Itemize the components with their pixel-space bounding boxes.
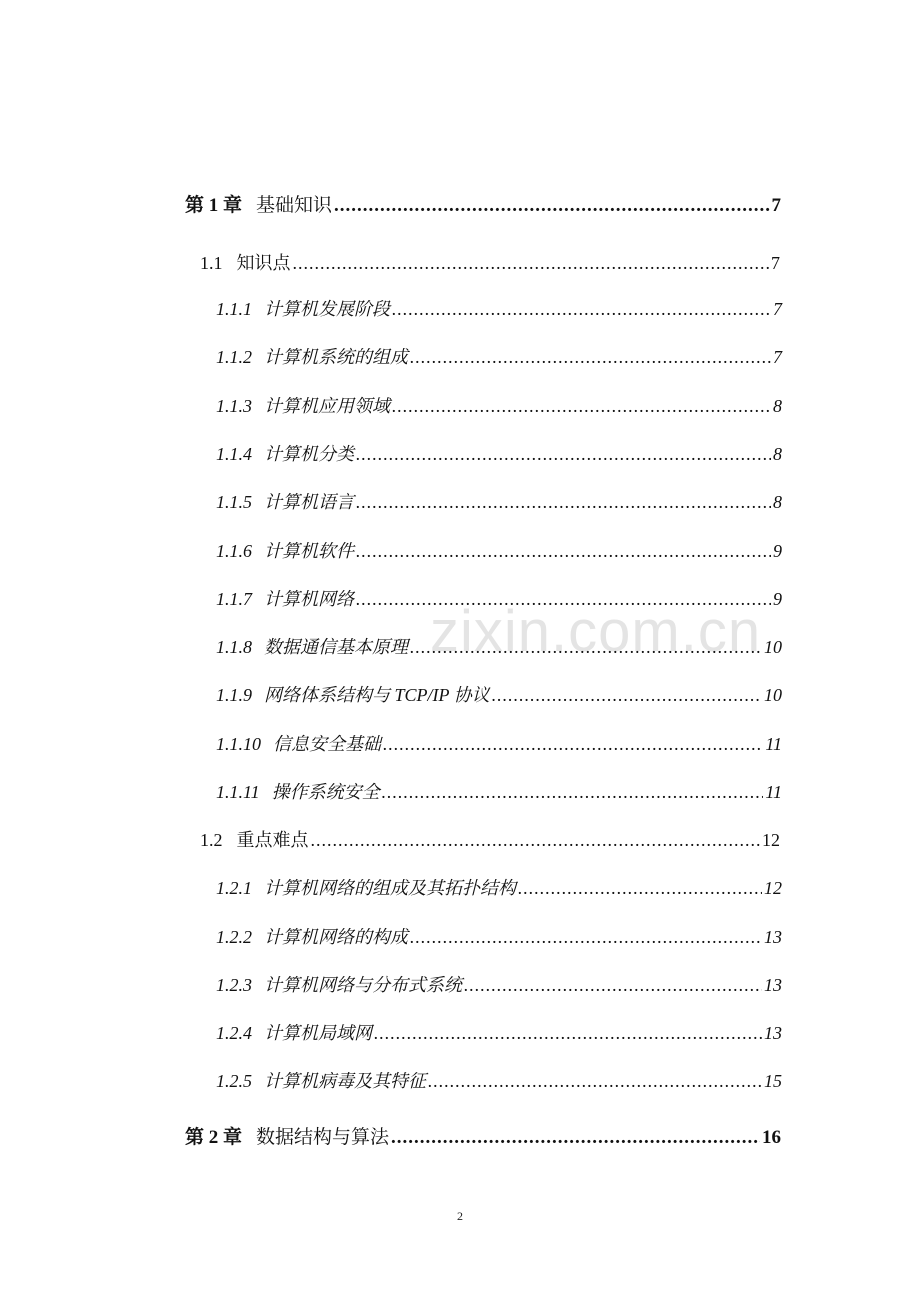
toc-leader-dots [356, 439, 771, 469]
toc-entry-page: 9 [773, 589, 782, 609]
toc-entry-page: 8 [773, 396, 782, 416]
toc-entry-title: 知识点 [236, 253, 291, 273]
toc-entry-number: 1.1.8 [216, 637, 252, 657]
toc-entry-page: 7 [773, 299, 782, 319]
toc-entry-number: 1.1.10 [216, 734, 261, 754]
toc-entry-1-1-11[interactable] [216, 777, 782, 807]
toc-entry-page: 9 [773, 541, 782, 561]
toc-leader-dots [392, 391, 771, 421]
toc-entry-page: 15 [764, 1071, 782, 1091]
toc-entry-page: 16 [762, 1127, 781, 1148]
toc-entry-title: 计算机病毒及其特征 [264, 1071, 426, 1091]
toc-entry-number: 1.1.6 [216, 541, 252, 561]
toc-entry-page: 10 [764, 637, 782, 657]
toc-entry-number: 1.2 [200, 830, 223, 850]
toc-entry-1-2-5[interactable] [216, 1066, 782, 1096]
toc-entry-1-2-1[interactable] [216, 873, 782, 903]
toc-entry-number: 1.1.7 [216, 589, 252, 609]
footer-page-number: 2 [457, 1209, 463, 1223]
toc-entry-1-1[interactable] [200, 248, 780, 278]
toc-leader-dots [356, 536, 771, 566]
toc-leader-dots [356, 487, 771, 517]
toc-entry-1-1-5[interactable] [216, 487, 782, 517]
toc-entry-page: 13 [764, 975, 782, 995]
toc-entry-chapter-2[interactable] [185, 1123, 781, 1153]
toc-entry-title: 操作系统安全 [271, 782, 380, 802]
toc-entry-title: 计算机语言 [264, 492, 354, 512]
toc-entry-1-1-1[interactable] [216, 294, 782, 324]
toc-entry-number: 1.1.5 [216, 492, 252, 512]
toc-entry-title: 计算机网络的组成及其拓扑结构 [264, 878, 516, 898]
toc-entry-number: 1.2.5 [216, 1071, 252, 1091]
toc-leader-dots [464, 970, 762, 1000]
toc-entry-page: 7 [771, 195, 781, 216]
toc-leader-dots [492, 680, 762, 710]
toc-entry-title: 计算机分类 [264, 444, 354, 464]
toc-entry-title: 信息安全基础 [273, 734, 381, 754]
toc-entry-page: 11 [765, 782, 782, 802]
toc-leader-dots [293, 248, 770, 278]
toc-entry-title: 计算机系统的组成 [264, 347, 408, 367]
toc-entry-1-2-4[interactable] [216, 1018, 782, 1048]
toc-entry-page: 8 [773, 444, 782, 464]
toc-entry-title: 计算机网络与分布式系统 [264, 975, 462, 995]
toc-entry-number: 1.1.1 [216, 299, 252, 319]
toc-entry-number: 第 2 章 [185, 1127, 243, 1148]
toc-leader-dots [334, 191, 769, 221]
watermark: zixin.com.cn [430, 599, 762, 664]
toc-entry-number: 1.2.3 [216, 975, 252, 995]
toc-leader-dots [392, 294, 771, 324]
toc-entry-1-1-6[interactable] [216, 536, 782, 566]
toc-entry-number: 1.1.2 [216, 347, 252, 367]
toc-leader-dots [311, 825, 761, 855]
toc-entry-page: 11 [765, 734, 782, 754]
toc-leader-dots [391, 1123, 760, 1153]
toc-entry-1-1-8[interactable] [216, 632, 782, 662]
toc-entry-title: 计算机网络的构成 [264, 927, 408, 947]
toc-entry-page: 13 [764, 927, 782, 947]
toc-entry-page: 10 [764, 685, 782, 705]
toc-entry-1-1-10[interactable] [216, 729, 782, 759]
toc-entry-title: 数据结构与算法 [256, 1127, 390, 1148]
toc-entry-number: 第 1 章 [185, 195, 243, 216]
toc-entry-number: 1.2.2 [216, 927, 252, 947]
toc-entry-number: 1.1.11 [216, 782, 260, 802]
toc-entry-1-1-3[interactable] [216, 391, 782, 421]
toc-entry-number: 1.1.4 [216, 444, 252, 464]
toc-entry-title: 数据通信基本原理 [264, 637, 408, 657]
toc-entry-1-1-2[interactable] [216, 342, 782, 372]
toc-entry-number: 1.2.4 [216, 1023, 252, 1043]
toc-entry-1-1-9[interactable] [216, 680, 782, 710]
toc-entry-page: 12 [764, 878, 782, 898]
toc-entry-title: 计算机局域网 [264, 1023, 372, 1043]
toc-entry-page: 8 [773, 492, 782, 512]
toc-entry-1-1-4[interactable] [216, 439, 782, 469]
toc-leader-dots [356, 584, 771, 614]
toc-leader-dots [428, 1066, 762, 1096]
toc-entry-1-2-3[interactable] [216, 970, 782, 1000]
toc-entry-title: 基础知识 [256, 195, 333, 216]
toc-entry-title: 计算机软件 [264, 541, 354, 561]
toc-entry-1-2[interactable] [200, 825, 780, 855]
toc-entry-title: 网络体系结构与 TCP/IP 协议 [264, 685, 490, 705]
toc-entry-number: 1.1 [200, 253, 223, 273]
toc-leader-dots [518, 873, 762, 903]
toc-leader-dots [383, 729, 763, 759]
toc-entry-title: 计算机应用领域 [264, 396, 390, 416]
toc-entry-page: 13 [764, 1023, 782, 1043]
toc-entry-page: 12 [762, 830, 780, 850]
toc-entry-number: 1.1.9 [216, 685, 252, 705]
toc-leader-dots [410, 632, 762, 662]
toc-entry-title: 重点难点 [236, 830, 309, 850]
toc-entry-title: 计算机发展阶段 [264, 299, 390, 319]
toc-leader-dots [382, 777, 764, 807]
toc-entry-number: 1.1.3 [216, 396, 252, 416]
toc-entry-page: 7 [773, 347, 782, 367]
toc-entry-number: 1.2.1 [216, 878, 252, 898]
toc-entry-1-1-7[interactable] [216, 584, 782, 614]
toc-entry-title: 计算机网络 [264, 589, 354, 609]
toc-leader-dots [374, 1018, 762, 1048]
toc-entry-1-2-2[interactable] [216, 922, 782, 952]
toc-leader-dots [410, 342, 771, 372]
toc-entry-page: 7 [771, 253, 780, 273]
toc-entry-chapter-1[interactable] [185, 191, 781, 221]
toc-leader-dots [410, 922, 762, 952]
